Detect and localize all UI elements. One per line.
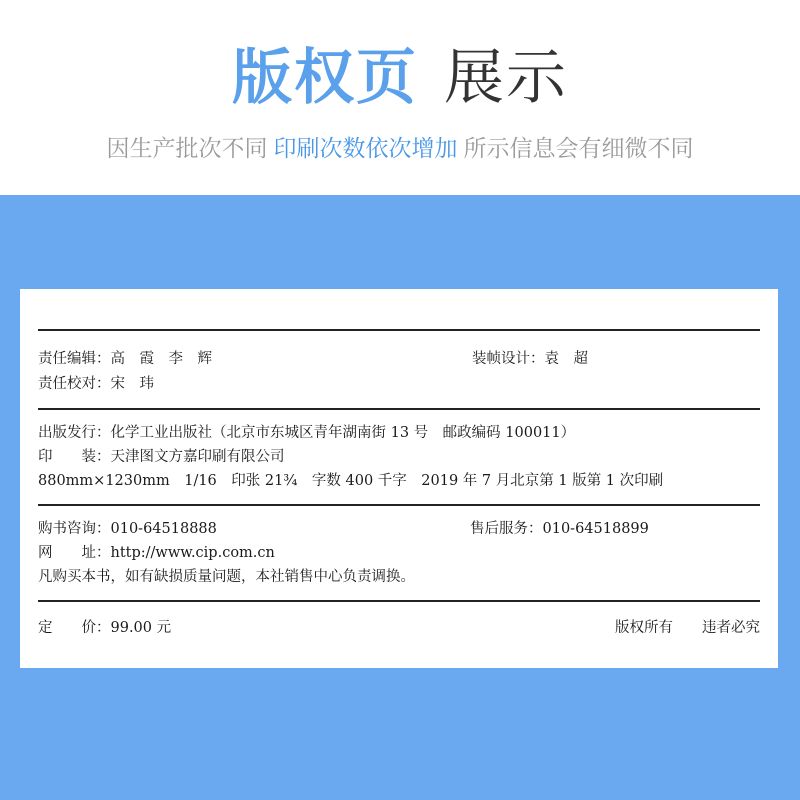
divider-2 — [38, 408, 760, 410]
after-sales-line: 售后服务：010-64518899 — [470, 521, 649, 537]
editors-line: 责任编辑：高 霞 李 辉 — [38, 351, 212, 367]
publisher-line: 出版发行：化学工业出版社（北京市东城区青年湖南街 13 号 邮政编码 100011） — [38, 425, 576, 441]
title-strong: 版权页 — [232, 43, 418, 113]
cover-design-line: 装帧设计：袁 超 — [472, 351, 588, 367]
divider-4 — [38, 600, 760, 602]
subtitle-highlight: 印刷次数依次增加 — [273, 136, 458, 162]
rights-line: 版权所有 违者必究 — [615, 620, 760, 636]
header — [0, 0, 800, 195]
subtitle-pre: 因生产批次不同 — [106, 136, 268, 162]
subtitle — [0, 134, 800, 164]
printer-line: 印 装：天津图文方嘉印刷有限公司 — [38, 449, 285, 465]
copyright-page-scan — [20, 289, 778, 668]
price-line: 定 价：99.00 元 — [38, 620, 172, 636]
notice-line: 凡购买本书，如有缺损质量问题，本社销售中心负责调换。 — [38, 569, 415, 585]
specs-line: 880mm×1230mm 1/16 印张 21¾ 字数 400 千字 2019 年 7 月北京第 1 版第 1 次印刷 — [38, 473, 664, 489]
purchase-line: 购书咨询：010-64518888 — [38, 521, 217, 537]
subtitle-post: 所示信息会有细微不同 — [463, 136, 694, 162]
page-title — [0, 38, 800, 118]
title-light: 展示 — [444, 43, 568, 113]
divider-top — [38, 329, 760, 331]
proofreader-line: 责任校对：宋 玮 — [38, 376, 154, 392]
website-line: 网 址：http://www.cip.com.cn — [38, 545, 275, 561]
divider-3 — [38, 504, 760, 506]
